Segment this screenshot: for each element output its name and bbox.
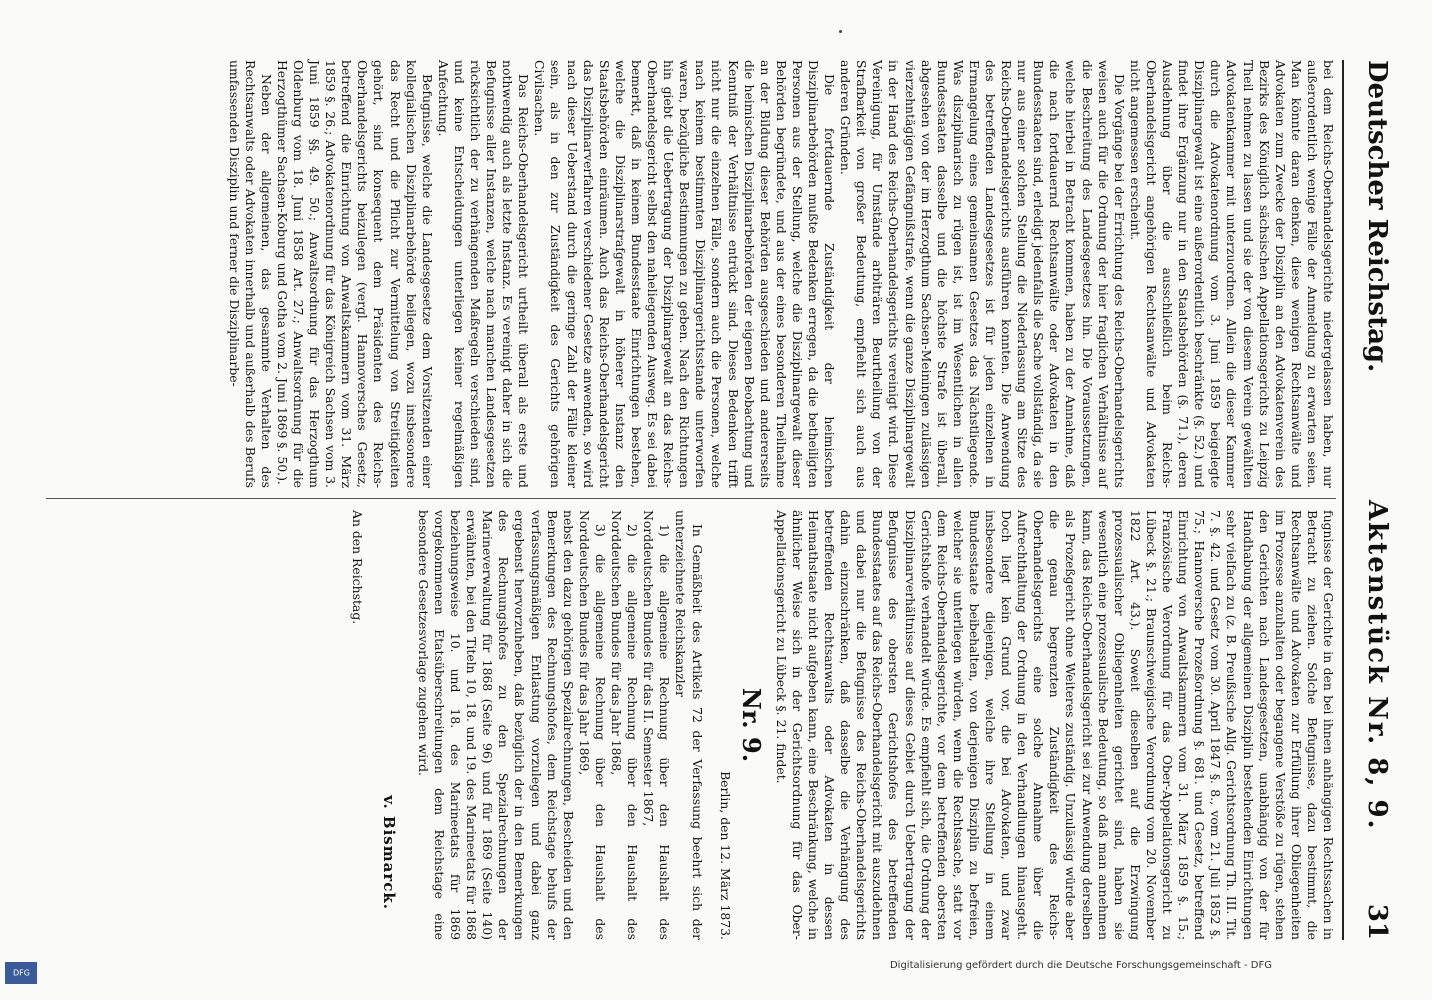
document-number: Aktenstück Nr. 8, 9. <box>1362 500 1392 831</box>
paragraph: Die fortdauernde Zuständigkeit der heimischen Disziplinarbehörden mußte Bedenken erregen, da die betheiligten Personen aus der Stellung, welche die Disziplinargewalt dieser Behörden begründete, und aus der eines besonderen Theilnahme an der Bildung dieser Behörden ausgeschieden und andererseits die heimischen Disziplinarbehörden der eigenen Beobachtung und Kenntniß der Verhältnisse entrückt sind. Dieses Bedenken trifft nicht nur die einzelnen Fälle, sondern auch die Personen, welche nach keinem bestimmten Disziplinargerichtsstande unterworfen waren, bezügliche Bestimmungen zu geben. Nach den Richtungen hin giebt die Uebertragung der Disziplinargewalt an das Reichs-Oberhandelsgericht selbst den naheliegenden Ausweg. Es sei dabei bemerkt, daß in keinem Bundesstaate Einrichtungen bestehen, welche die Disziplinarstrafgewalt in höherer Instanz den Staatsbehörden einräumen. Auch das Reichs-Oberhandelsgericht das Disziplinarverfahren verschiedener Gesetze anwenden, so wird nach dieser Ueberstand durch die geringe Zahl der Fälle kleiner sein, als in den zur Zuständigkeit des Gerichts gehörigen Civilsachen. <box>532 60 838 488</box>
address: An den Reichstag. <box>349 510 365 625</box>
sidebar-text: Digitalisierung gefördert durch die Deutsche Forschungsgemeinschaft - DFG <box>889 960 1272 971</box>
dfg-logo: DFG <box>5 962 37 984</box>
paragraph: Das Reichs-Oberhandelsgericht urtheilt überall als erste und nothwendig auch als letzte Instanz. Es vereinigt daher in sich die Befugnisse aller Instanzen, welche nach manchen Landesgesetzen rücksichtlich der zu verhängenden Maßregeln verschieden sind, und keine Entscheidungen unterliegen keiner regelmäßigen Anfechtung. <box>435 60 532 488</box>
signature: v. Bismarck. <box>379 795 398 910</box>
section-title: Nr. 9. <box>736 687 766 763</box>
paragraph: Befugnisse, welche die Landesgesetze dem Vorsitzenden einer kollegialischen Disziplinarbehörde beilegen, wozu insbesondere das Recht und die Pflicht zur Vermittelung von Streitigkeiten gehört, sind konsequent dem Präsidenten des Reichs-Oberhandelsgerichts beizulegen (vergl. Hannoversches Gesetz, betreffend die Einrichtung von Anwaltskammern vom 31. März 1859 §. 26.; Advokatenordnung für das Königreich Sachsen vom 3. Juni 1859 §§. 49. 50.; Anwaltsordnung für das Herzogthum Oldenburg vom 18. Juni 1858 Art. 27.; Anwaltsordnung für die Herzogthümer Sachsen-Koburg und Gotha vom 2. Juni 1869 §. 50.). <box>274 60 435 488</box>
paragraph: fugnisse der Gerichte in den bei ihnen anhängigen Rechtssachen in Betracht zu ziehen. Solche Befugnisse, dazu bestimmt, die Rechtsanwälte und Advokaten zur Erfüllung ihrer Obliegenheiten im Prozesse anzuhalten oder begangene Verstöße zu rügen, stehen den Gerichten nach Landesgesetzen, unabhängig von der für Handhabung der allgemeinen Disziplin bestehenden Einrichtungen sehr vielfach zu (z. B. Preußische Allg. Gerichtsordnung Th. III. Tit. 7. §. 42. und Gesetz vom 30. April 1847 §. 8., vom 21. Juli 1852 §. 75.; Hannoversche Prozeßordnung §. 681. und Gesetz, betreffend Einrichtung von Anwaltskammern vom 31. März 1859 §. 15.; Französische Verordnung für das Ober-Appellationsgericht zu Lübeck §. 21.; Braunschweigische Verordnung vom 20. November 1822 Art. 43.). Soweit dieselben auf die Erzwingung prozessualischer Obliegenheiten gerichtet sind, haben sie wesentlich eine prozessualische Bedeutung, so daß man annehmen kann, das Reichs-Oberhandelsgericht sei zur Anwendung derselben als Prozeßgericht ohne Weiteres zuständig. Unzulässig würde aber die genau begrenzten Zuständigkeit des Reichs-Oberhandelsgerichts eine solche Annahme über die Aufrechthaltung der Ordnung in den Verhandlungen hinausgeht. Doch liegt kein Grund vor, die bei Advokaten, und zwar insbesondere diejenigen, welche ihre Stellung in einem Bundesstaate beibehalten, von derjenigen Disziplin zu befreien, welcher sie unterliegen würden, wenn die Rechtssache, statt vor dem Reichs-Oberhandelsgerichte, vor dem betreffenden obersten Gerichtshofe verhandelt würde. Es empfiehlt sich, die Ordnung der Disziplinarverhältnisse auf dieses Gebiet durch Uebertragung der Befugnisse des obersten Gerichtshofes des betreffenden Bundesstaates auf das Reichs-Oberhandelsgericht mit auszudehnen und dabei nur die Befugnisse des Reichs-Oberhandelsgerichts dahin einzuschränken, daß dasselbe die Verhängung des betreffenden Rechtsanwalts oder Advokaten in dessen Heimathstaate nicht aufgeben kann, eine Beschränkung, welche in ähnlicher Weise sich in der Gerichtsordnung für das Ober-Appellationsgericht zu Lübeck §. 21. findet. <box>773 510 1336 940</box>
scan-speck <box>839 30 842 33</box>
running-title: Deutscher Reichstag. <box>1362 60 1392 373</box>
intro-paragraph: In Gemäßheit des Artikels 72 der Verfassung beehrt sich der unterzeichnete Reichskanzler <box>673 510 705 940</box>
dateline: Berlin, den 12. März 1873. <box>717 771 733 940</box>
column-divider <box>46 498 1336 499</box>
paragraph: Neben der allgemeinen, das gesammte Verhalten des Rechtsanwalts oder Advokaten innerhalb und außerhalb des Berufs umfassenden Disziplin und ferner die Disziplinarbe- <box>226 60 274 488</box>
paragraph: bei dem Reichs-Oberhandelsgerichte niedergelassen haben, nur außerordentlich wenige Fälle der Anmeldung zu erwarten seien. Man könnte daran denken, diese wenigen Rechtsanwälte und Advokaten zum Zwecke der Disziplin an den Advokatenverein des Bezirks des Königlich sächsischen Appellationsgerichts zu Leipzig Theil nehmen zu lassen und sie der von diesem Verein gewählten Advokatenkammer mit unterzuordnen. Allein die dieser Kammer durch die Advokatenordnung vom 3. Juni 1859 beigelegte Disziplinargewalt ist eine außerordentlich beschränkte (§. 52.) und findet ihre Ergänzung nur in den Staatsbehörden (§. 71.), deren Ausdehnung über die ausschließlich beim Reichs-Oberhandelsgericht angehörigen Rechtsanwälte und Advokaten nicht angemessen erscheint. <box>1127 60 1336 488</box>
paragraph: Die Vorgänge bei der Errichtung des Reichs-Oberhandelsgerichts weisen auch für die Ordnung der hier fraglichen Verhältnisse auf die Beschreitung des Landesgesetzes hin. Die Voraussetzungen, welche hierbei in Betracht kommen, haben zu der Annahme, daß die nach fortdauernd Rechtsanwälte oder Advokaten in den Bundesstaaten sind, erledigt jedenfalls die Sache vollständig, da sie nur aus einer solchen Stellung die Niederlassung am Sitze des Reichs-Oberhandelsgerichts ausführen konnten. Die Anwendung des betreffenden Landesgesetzes ist für jeden einzelnen in Ermangelung eines gemeinsamen Gesetzes das Nächstliegende. Was disziplinarisch zu rügen ist, ist im Wesentlichen in allen Bundesstaaten dasselbe und die höchste Strafe ist überall, abgesehen von der im Herzogthum Sachsen-Meiningen zulässigen vierzehntägigen Gefängnißstrafe, wenn die ganze Disziplinargewalt in der Hand des Reichs-Oberhandelsgerichts vereinigt wird. Diese Vereinigung, für Umstände arbiträren Beurtheilung von der Strafbarkeit von großer Bedeutung, empfiehlt sich auch aus anderen Gründen. <box>838 60 1127 488</box>
list-item: 2) die allgemeine Rechnung über den Haushalt des Norddeutschen Bundes für das Jahr 1868, <box>609 510 641 940</box>
list-item: 1) die allgemeine Rechnung über den Haushalt des Norddeutschen Bundes für das II. Semester 1867, <box>641 510 673 940</box>
body-paragraph: nebst den dazu gehörigen Spezialrechnungen, Bescheiden und den Bemerkungen des Rechnungshofes, dem Reichstage behufs der verfassungsmäßigen Entlastung vorzulegen und dabei ganz ergebenst hervorzuheben, daß bezüglich der in den Bemerkungen des Rechnungshofes zu den Spezialrechnungen der Marineverwaltung für 1868 (Seite 96) und für 1869 (Seite 140) erwähnten, bei den Titeln 10, 18. und 19. des Marineetats für 1868 beziehungsweise 10. und 18. des Marineetats für 1869 vorgekommenen Etatsüberschreitungen dem Reichstage eine besondere Gesetzesvorlage zugehen wird. <box>415 510 576 940</box>
right-column <box>349 510 1336 940</box>
header-rule <box>1342 60 1344 940</box>
list-item: 3) die allgemeine Rechnung über den Haushalt des Norddeutschen Bundes für das Jahr 1869, <box>576 510 608 940</box>
page-number: 31 <box>1362 903 1392 940</box>
page-header <box>1352 60 1392 940</box>
digitization-note <box>12 960 1272 990</box>
left-column <box>226 60 1336 488</box>
